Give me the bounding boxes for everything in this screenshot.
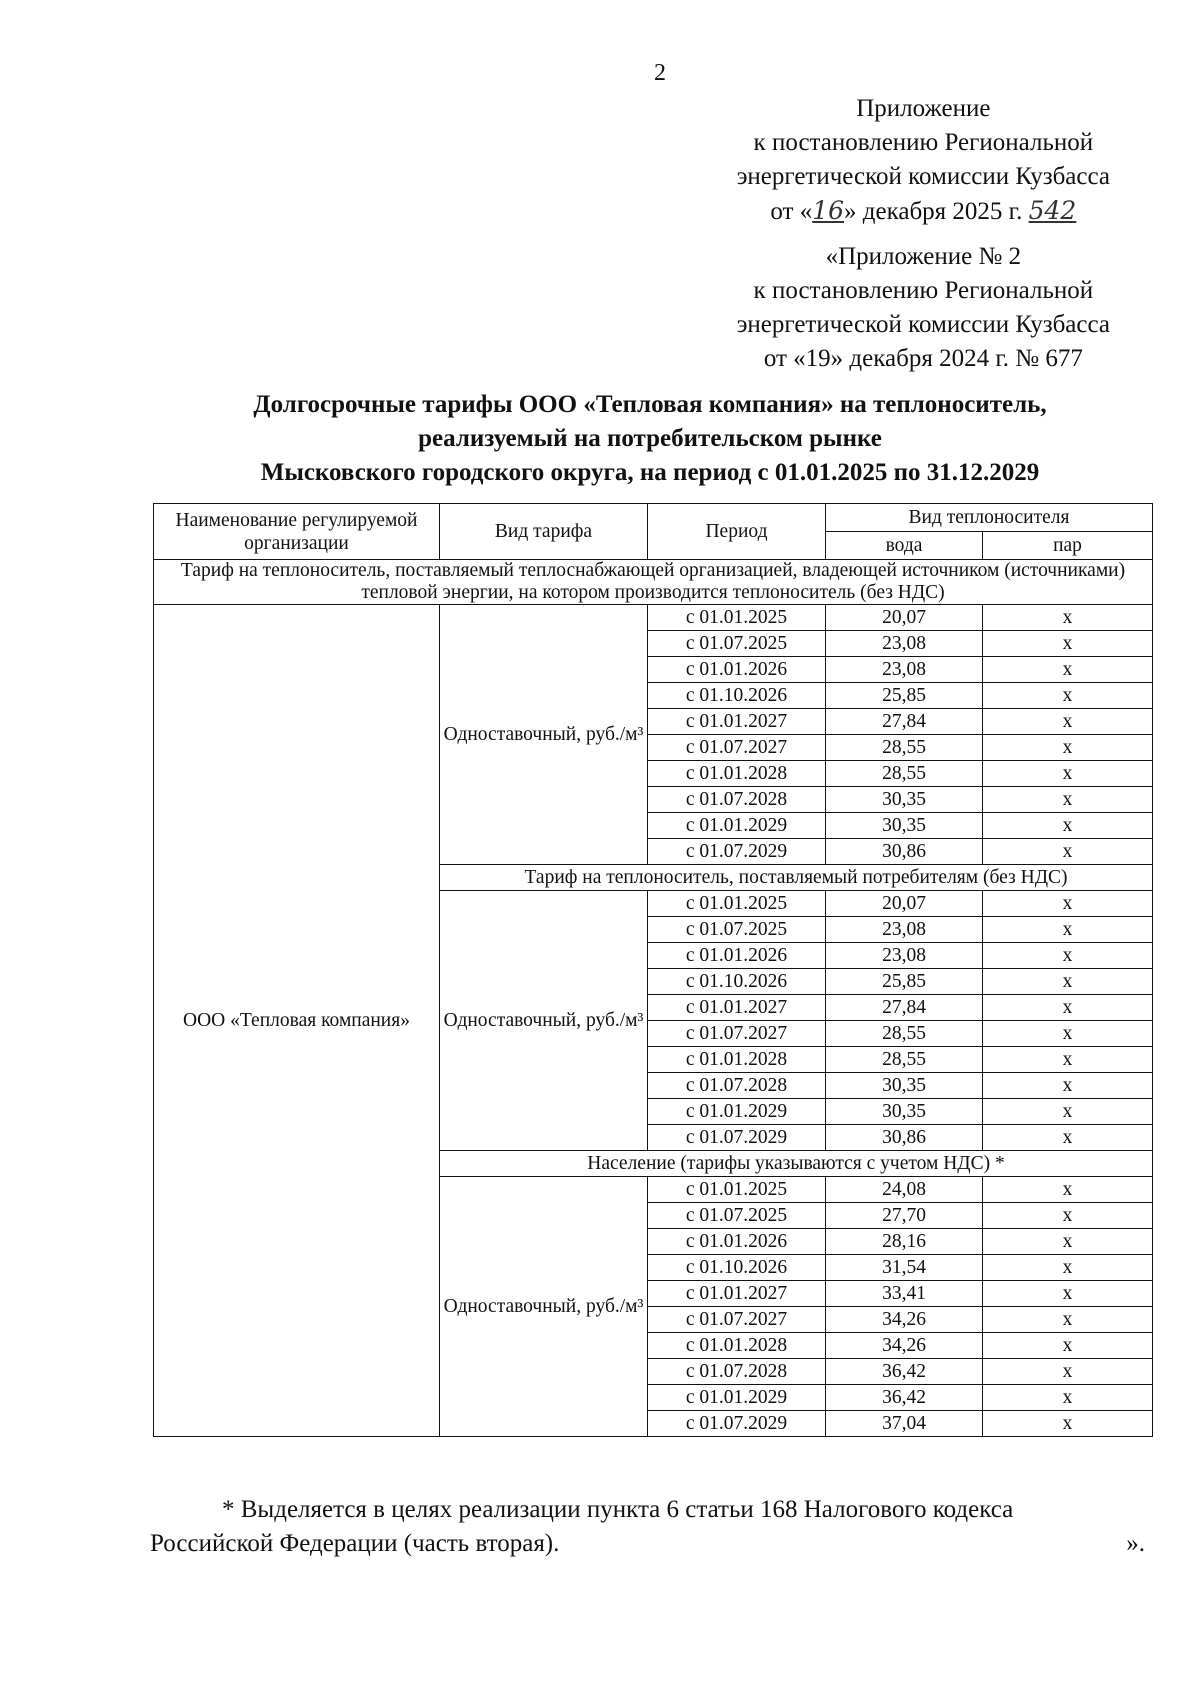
steam-value-cell: x [983,1203,1153,1229]
water-value-cell: 25,85 [826,969,983,995]
water-value-cell: 28,55 [826,761,983,787]
steam-value-cell: x [983,1307,1153,1333]
period-cell: с 01.01.2029 [648,813,826,839]
appendix-date-line [737,194,1110,229]
period-cell: с 01.10.2026 [648,969,826,995]
water-value-cell: 25,85 [826,683,983,709]
steam-value-cell: x [983,787,1153,813]
period-cell: с 01.01.2026 [648,943,826,969]
water-value-cell: 30,86 [826,839,983,865]
period-cell: с 01.07.2027 [648,735,826,761]
period-cell: с 01.10.2026 [648,683,826,709]
period-cell: с 01.07.2029 [648,1125,826,1151]
steam-value-cell: x [983,1021,1153,1047]
appendix-line: к постановлению Региональной [753,129,1094,156]
header-water: вода [826,532,983,560]
period-cell: с 01.07.2028 [648,1073,826,1099]
footnote-line: Российской Федерации (часть вторая). [150,1530,560,1557]
period-cell: с 01.07.2029 [648,1411,826,1437]
appendix-header-old [737,240,1110,376]
period-cell: с 01.01.2027 [648,1281,826,1307]
period-cell: с 01.01.2028 [648,761,826,787]
steam-value-cell: x [983,1359,1153,1385]
page-number: 2 [654,60,666,86]
organization-cell: ООО «Тепловая компания» [154,605,440,1437]
header-carrier-type: Вид теплоносителя [826,504,1153,532]
steam-value-cell: x [983,1177,1153,1203]
header-period: Период [648,504,826,560]
water-value-cell: 36,42 [826,1385,983,1411]
section-title: Тариф на теплоноситель, поставляемый теплоснабжающей организацией, владеющей источником (источниками) тепловой энергии, на котором производится теплоноситель (без НДС) [154,560,1153,605]
date-suffix: » декабря 2025 г. [844,198,1029,225]
appendix-line: энергетической комиссии Кузбасса [736,163,1110,190]
steam-value-cell: x [983,839,1153,865]
steam-value-cell: x [983,943,1153,969]
period-cell: с 01.01.2029 [648,1099,826,1125]
water-value-cell: 20,07 [826,891,983,917]
section-title: Тариф на теплоноситель, поставляемый потребителям (без НДС) [440,865,1153,891]
steam-value-cell: x [983,1125,1153,1151]
period-cell: с 01.01.2026 [648,657,826,683]
water-value-cell: 20,07 [826,605,983,631]
period-cell: с 01.10.2026 [648,1255,826,1281]
steam-value-cell: x [983,1047,1153,1073]
tariff-type-cell: Одноставочный, руб./м³ [440,891,648,1151]
footnote-line-row [150,1527,1145,1561]
steam-value-cell: x [983,1255,1153,1281]
steam-value-cell: x [983,1229,1153,1255]
steam-value-cell: x [983,1073,1153,1099]
period-cell: с 01.01.2025 [648,1177,826,1203]
tariff-type-cell: Одноставочный, руб./м³ [440,605,648,865]
period-cell: с 01.01.2027 [648,709,826,735]
header-tariff-type: Вид тарифа [440,504,648,560]
steam-value-cell: x [983,995,1153,1021]
period-cell: с 01.01.2025 [648,891,826,917]
steam-value-cell: x [983,631,1153,657]
period-cell: с 01.01.2027 [648,995,826,1021]
appendix-title: Приложение [856,95,991,122]
period-cell: с 01.07.2027 [648,1021,826,1047]
closing-quote: ». [1126,1530,1145,1557]
handwritten-number: 542 [1028,196,1077,225]
appendix-header-new [737,92,1110,229]
period-cell: с 01.07.2028 [648,787,826,813]
steam-value-cell: x [983,761,1153,787]
water-value-cell: 23,08 [826,657,983,683]
water-value-cell: 34,26 [826,1307,983,1333]
period-cell: с 01.01.2026 [648,1229,826,1255]
header-steam: пар [983,532,1153,560]
steam-value-cell: x [983,1333,1153,1359]
steam-value-cell: x [983,917,1153,943]
tariff-type-cell: Одноставочный, руб./м³ [440,1177,648,1437]
footnote-line: * Выделяется в целях реализации пункта 6 статьи 168 Налогового кодекса [222,1496,1014,1523]
steam-value-cell: x [983,657,1153,683]
water-value-cell: 30,35 [826,787,983,813]
water-value-cell: 30,35 [826,813,983,839]
steam-value-cell: x [983,709,1153,735]
water-value-cell: 31,54 [826,1255,983,1281]
section-title: Население (тарифы указываются с учетом НДС) * [440,1151,1153,1177]
period-cell: с 01.01.2028 [648,1333,826,1359]
water-value-cell: 36,42 [826,1359,983,1385]
water-value-cell: 30,86 [826,1125,983,1151]
title-line: реализуемый на потребительском рынке [418,425,882,452]
section-row [154,560,1153,605]
steam-value-cell: x [983,1099,1153,1125]
water-value-cell: 28,55 [826,1047,983,1073]
water-value-cell: 28,55 [826,1021,983,1047]
period-cell: с 01.01.2028 [648,1047,826,1073]
water-value-cell: 28,16 [826,1229,983,1255]
water-value-cell: 34,26 [826,1333,983,1359]
period-cell: с 01.07.2027 [648,1307,826,1333]
appendix-title: «Приложение № 2 [825,243,1022,270]
period-cell: с 01.07.2025 [648,1203,826,1229]
steam-value-cell: x [983,1281,1153,1307]
water-value-cell: 37,04 [826,1411,983,1437]
period-cell: с 01.07.2025 [648,631,826,657]
water-value-cell: 30,35 [826,1073,983,1099]
period-cell: с 01.07.2028 [648,1359,826,1385]
steam-value-cell: x [983,735,1153,761]
table-row [154,605,1153,631]
water-value-cell: 27,84 [826,995,983,1021]
appendix-date-line: от «19» декабря 2024 г. № 677 [763,345,1083,372]
water-value-cell: 28,55 [826,735,983,761]
handwritten-day: 16 [812,196,845,225]
steam-value-cell: x [983,969,1153,995]
steam-value-cell: x [983,891,1153,917]
water-value-cell: 27,84 [826,709,983,735]
period-cell: с 01.01.2025 [648,605,826,631]
steam-value-cell: x [983,813,1153,839]
steam-value-cell: x [983,1385,1153,1411]
period-cell: с 01.07.2025 [648,917,826,943]
title-line: Долгосрочные тарифы ООО «Тепловая компания» на теплоноситель, [253,391,1047,418]
appendix-line: к постановлению Региональной [753,277,1094,304]
water-value-cell: 23,08 [826,631,983,657]
document-title [150,388,1150,490]
period-cell: с 01.01.2029 [648,1385,826,1411]
water-value-cell: 23,08 [826,917,983,943]
water-value-cell: 24,08 [826,1177,983,1203]
water-value-cell: 27,70 [826,1203,983,1229]
steam-value-cell: x [983,605,1153,631]
period-cell: с 01.07.2029 [648,839,826,865]
water-value-cell: 23,08 [826,943,983,969]
steam-value-cell: x [983,1411,1153,1437]
steam-value-cell: x [983,683,1153,709]
water-value-cell: 30,35 [826,1099,983,1125]
title-line: Мысковского городского округа, на период с 01.01.2025 по 31.12.2029 [260,459,1040,486]
appendix-line: энергетической комиссии Кузбасса [736,311,1110,338]
header-organization: Наименование регулируемой организации [154,504,440,560]
tariff-table [153,503,1153,1437]
water-value-cell: 33,41 [826,1281,983,1307]
footnote [150,1493,1145,1561]
date-prefix: от « [770,198,813,225]
